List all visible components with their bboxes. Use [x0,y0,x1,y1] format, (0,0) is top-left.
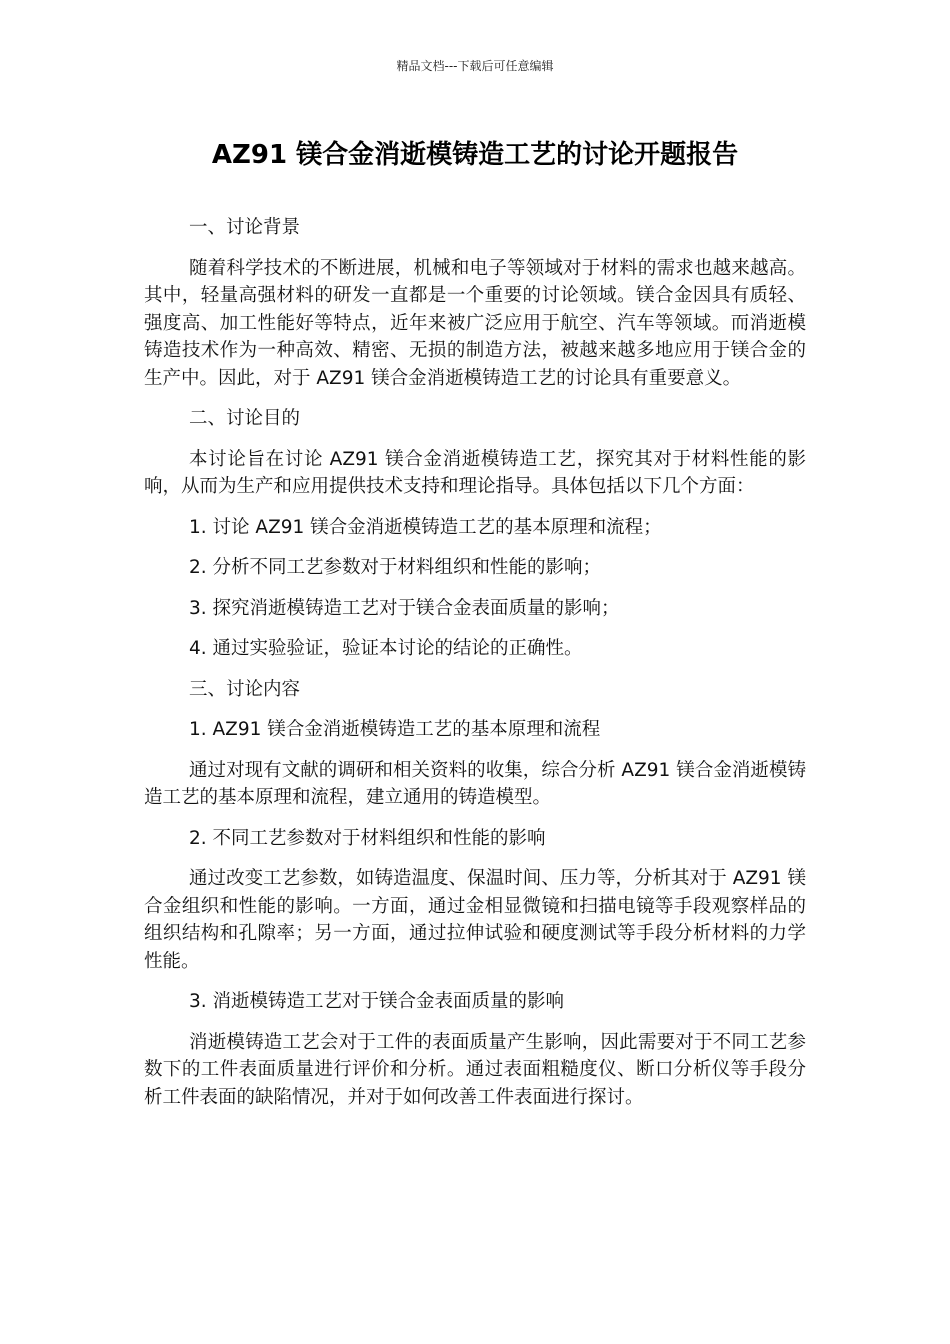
header-note: 精品文档---下载后可任意编辑 [396,59,554,73]
section-heading-content: 三、讨论内容 [189,678,301,700]
purpose-item-2: 2. 分析不同工艺参数对于材料组织和性能的影响； [189,557,602,578]
subheading-surface-quality: 3. 消逝模铸造工艺对于镁合金表面质量的影响 [189,991,565,1012]
purpose-item-1: 1. 讨论 AZ91 镁合金消逝模铸造工艺的基本原理和流程； [189,516,662,538]
paragraph-principle: 通过对现有文献的调研和相关资料的收集，综合分析 AZ91 镁合金消逝模铸造工艺的基本原理和流程，建立通用的铸造模型。 [144,759,806,808]
document-body [144,214,806,1124]
purpose-item-4: 4. 通过实验验证，验证本讨论的结论的正确性。 [189,638,583,659]
paragraph-surface-quality: 消逝模铸造工艺会对于工件的表面质量产生影响，因此需要对于不同工艺参数下的工件表面质量进行评价和分析。通过表面粗糙度仪、断口分析仪等手段分析工件表面的缺陷情况，并对于如何改善工件表面进行探讨。 [144,1031,806,1108]
document-title: AZ91 镁合金消逝模铸造工艺的讨论开题报告 [211,140,739,170]
section-heading-background: 一、讨论背景 [189,217,301,238]
section-heading-purpose: 二、讨论目的 [189,408,301,429]
purpose-item-3: 3. 探究消逝模铸造工艺对于镁合金表面质量的影响； [189,597,620,619]
paragraph-parameters: 通过改变工艺参数，如铸造温度、保温时间、压力等，分析其对于 AZ91 镁合金组织和性能的影响。一方面，通过金相显微镜和扫描电镜等手段观察样品的组织结构和孔隙率；另一方面，通过拉伸试验和硬度测试等手段分析材料的力学性能。 [144,868,806,972]
paragraph-purpose: 本讨论旨在讨论 AZ91 镁合金消逝模铸造工艺，探究其对于材料性能的影响，从而为生产和应用提供技术支持和理论指导。具体包括以下几个方面： [144,448,806,497]
paragraph-background: 随着科学技术的不断进展，机械和电子等领域对于材料的需求也越来越高。其中，轻量高强材料的研发一直都是一个重要的讨论领域。镁合金因具有质轻、强度高、加工性能好等特点，近年来被广泛应用于航空、汽车等领域。而消逝模铸造技术作为一种高效、精密、无损的制造方法，被越来越多地应用于镁合金的生产中。因此，对于 AZ91 镁合金消逝模铸造工艺的讨论具有重要意义。 [144,257,806,389]
subheading-parameters: 2. 不同工艺参数对于材料组织和性能的影响 [189,827,546,849]
subheading-principle: 1. AZ91 镁合金消逝模铸造工艺的基本原理和流程 [189,719,601,740]
